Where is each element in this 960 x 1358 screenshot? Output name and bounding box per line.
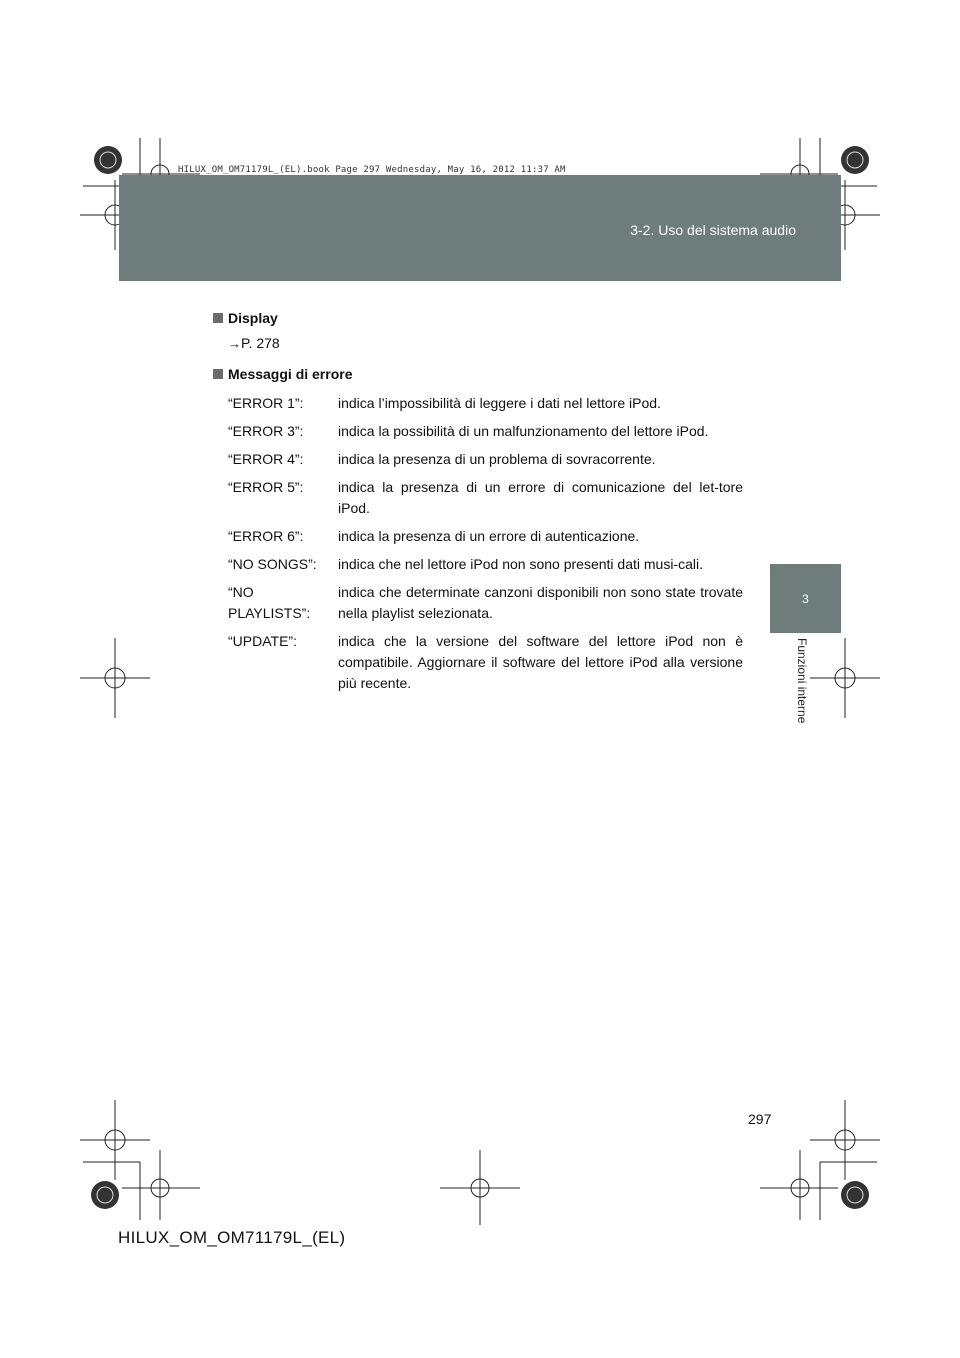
error-description: indica la presenza di un errore di autenticazione. (338, 528, 640, 544)
error-row (228, 477, 743, 519)
error-description: indica che determinate canzoni disponibili non sono state trovate nella playlist selezionata. (338, 584, 743, 621)
error-row (228, 582, 743, 624)
error-code: “ERROR 4”: (228, 451, 304, 467)
error-description: indica l’impossibilità di leggere i dati nel lettore iPod. (338, 395, 661, 411)
error-code: “NO SONGS”: (228, 556, 317, 572)
error-code: “UPDATE”: (228, 633, 297, 649)
chapter-label: Funzioni interne (795, 638, 809, 724)
error-code: “ERROR 6”: (228, 528, 304, 544)
page-number: 297 (748, 1111, 772, 1127)
error-row (228, 393, 743, 414)
arrow-right-icon: → (228, 336, 241, 351)
error-description: indica la presenza di un problema di sovracorrente. (338, 451, 656, 467)
header-band (119, 175, 841, 281)
error-description: indica la possibilità di un malfunzionamento del lettore iPod. (338, 423, 709, 439)
square-bullet-icon (213, 313, 223, 323)
section-heading-errors: Messaggi di errore (213, 364, 743, 385)
error-row (228, 421, 743, 442)
error-description: indica la presenza di un errore di comunicazione del let-tore iPod. (338, 479, 743, 516)
footer-code: HILUX_OM_OM71179L_(EL) (118, 1228, 346, 1247)
error-row (228, 631, 743, 694)
chapter-number: 3 (802, 592, 809, 606)
page-reference[interactable]: →P. 278 (228, 335, 280, 351)
chapter-tab (770, 564, 841, 633)
error-code: “NO PLAYLISTS”: (228, 584, 311, 621)
error-row (228, 449, 743, 470)
square-bullet-icon (213, 369, 223, 379)
section-title: 3-2. Uso del sistema audio (630, 222, 796, 238)
error-description: indica che la versione del software del lettore iPod non è compatibile. Aggiornare il software del lettore iPod alla versione più recente. (338, 633, 743, 691)
error-row (228, 526, 743, 547)
section-heading-display: Display (213, 308, 743, 329)
error-code: “ERROR 3”: (228, 423, 304, 439)
print-stamp: HILUX_OM_OM71179L_(EL).book Page 297 Wednesday, May 16, 2012 11:37 AM (178, 165, 566, 175)
error-code: “ERROR 5”: (228, 479, 304, 495)
error-code: “ERROR 1”: (228, 395, 304, 411)
error-row (228, 554, 743, 575)
page-content (213, 308, 743, 701)
error-description: indica che nel lettore iPod non sono presenti dati musi-cali. (338, 556, 703, 572)
